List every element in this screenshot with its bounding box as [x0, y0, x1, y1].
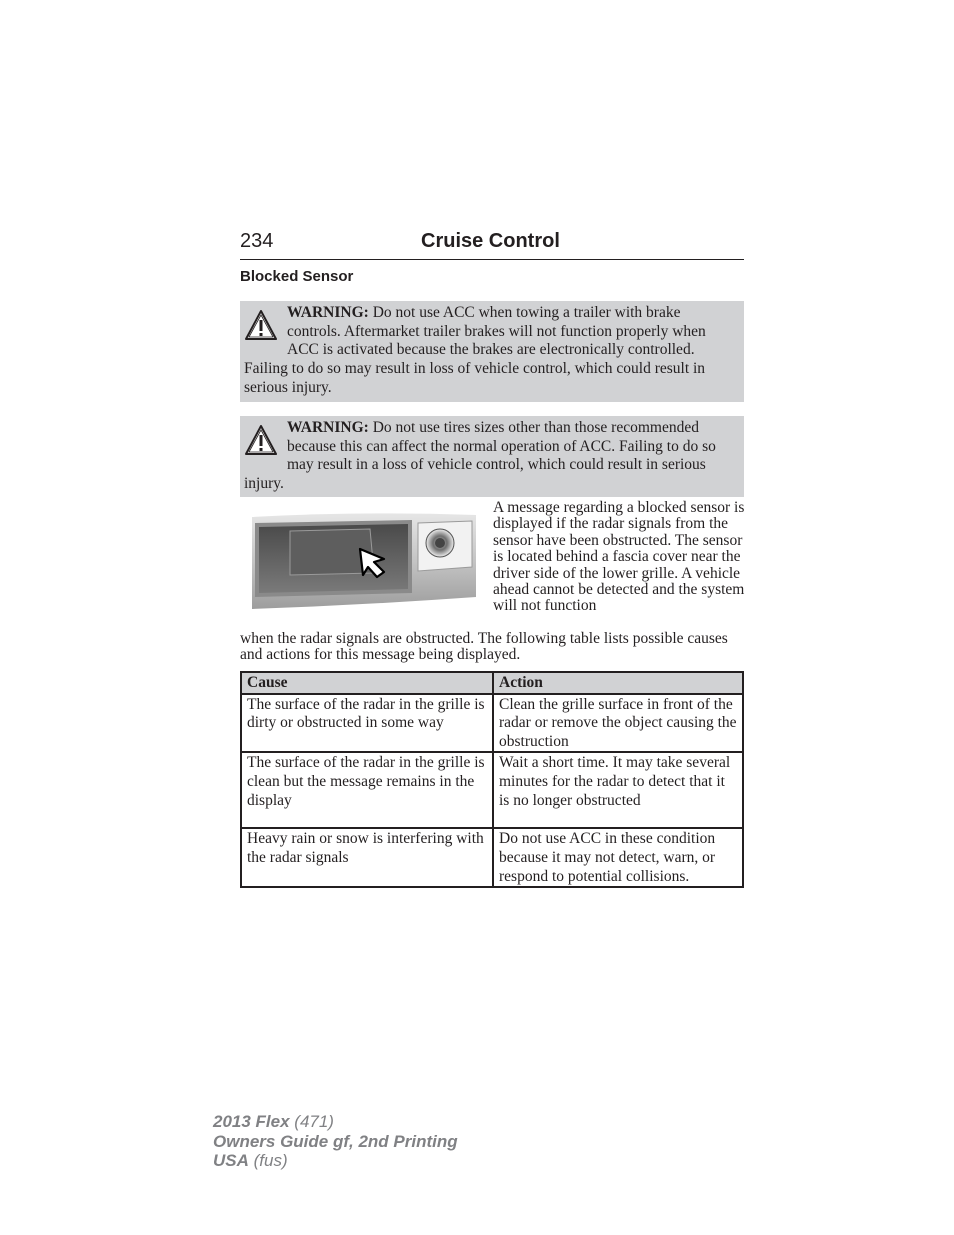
table-header-row: [241, 672, 743, 694]
action-cell: Clean the grille surface in front of the radar or remove the object causing the obstruction: [493, 694, 743, 753]
warning-triangle-icon: [244, 308, 278, 344]
figure-caption-text: A message regarding a blocked sensor is displayed if the radar signals from the sensor have been obstructed. The sensor is located behind a fascia cover near the driver side of the lower grille. A vehicle ahead cannot be detected and the system will not function: [493, 499, 745, 615]
column-header-action: Action: [493, 672, 743, 694]
warning-box-tires: [240, 416, 744, 497]
cause-cell: The surface of the radar in the grille is clean but the message remains in the display: [241, 752, 493, 828]
footer-market-line: [213, 1151, 458, 1171]
footer-model-line: [213, 1112, 458, 1132]
page-number: 234: [240, 230, 274, 252]
cause-cell: The surface of the radar in the grille is dirty or obstructed in some way: [241, 694, 493, 753]
table-row: [241, 752, 743, 828]
footer-guide: Owners Guide gf, 2nd Printing: [213, 1131, 458, 1151]
footer-market-code: (fus): [248, 1151, 288, 1170]
cause-cell: Heavy rain or snow is interfering with the radar signals: [241, 828, 493, 887]
footer-market: USA: [213, 1151, 249, 1170]
warning-text: Do not use ACC when towing a trailer with brake controls. Aftermarket trailer brakes will not function properly when ACC is activated because the brakes are electronically controlled. Failing to do so may result in loss of vehicle control, which could result in serious injury.: [244, 304, 706, 396]
footer-model-code: (471): [289, 1112, 334, 1131]
section-title: Blocked Sensor: [240, 268, 354, 285]
warning-box-towing: [240, 301, 744, 402]
table-row: [241, 694, 743, 753]
table-row: [241, 828, 743, 887]
body-paragraph: when the radar signals are obstructed. The following table lists possible causes and actions for this message being displayed.: [240, 630, 728, 664]
chapter-title: Cruise Control: [421, 230, 560, 252]
cause-action-table: [240, 671, 744, 888]
warning-label: WARNING:: [287, 419, 369, 436]
action-cell: Wait a short time. It may take several minutes for the radar to detect that it is no longer obstructed: [493, 752, 743, 828]
warning-label: WARNING:: [287, 304, 369, 321]
column-header-cause: Cause: [241, 672, 493, 694]
warning-text: Do not use tires sizes other than those recommended because this can affect the normal operation of ACC. Failing to do so may result in a loss of vehicle control, which could result in serious injury.: [244, 419, 716, 493]
page-footer: [213, 1112, 458, 1171]
page-header: [240, 229, 744, 260]
radar-sensor-illustration: [250, 509, 478, 610]
action-cell: Do not use ACC in these condition because it may not detect, warn, or respond to potential collisions.: [493, 828, 743, 887]
warning-triangle-icon: [244, 423, 278, 459]
footer-model: 2013 Flex: [213, 1112, 290, 1131]
